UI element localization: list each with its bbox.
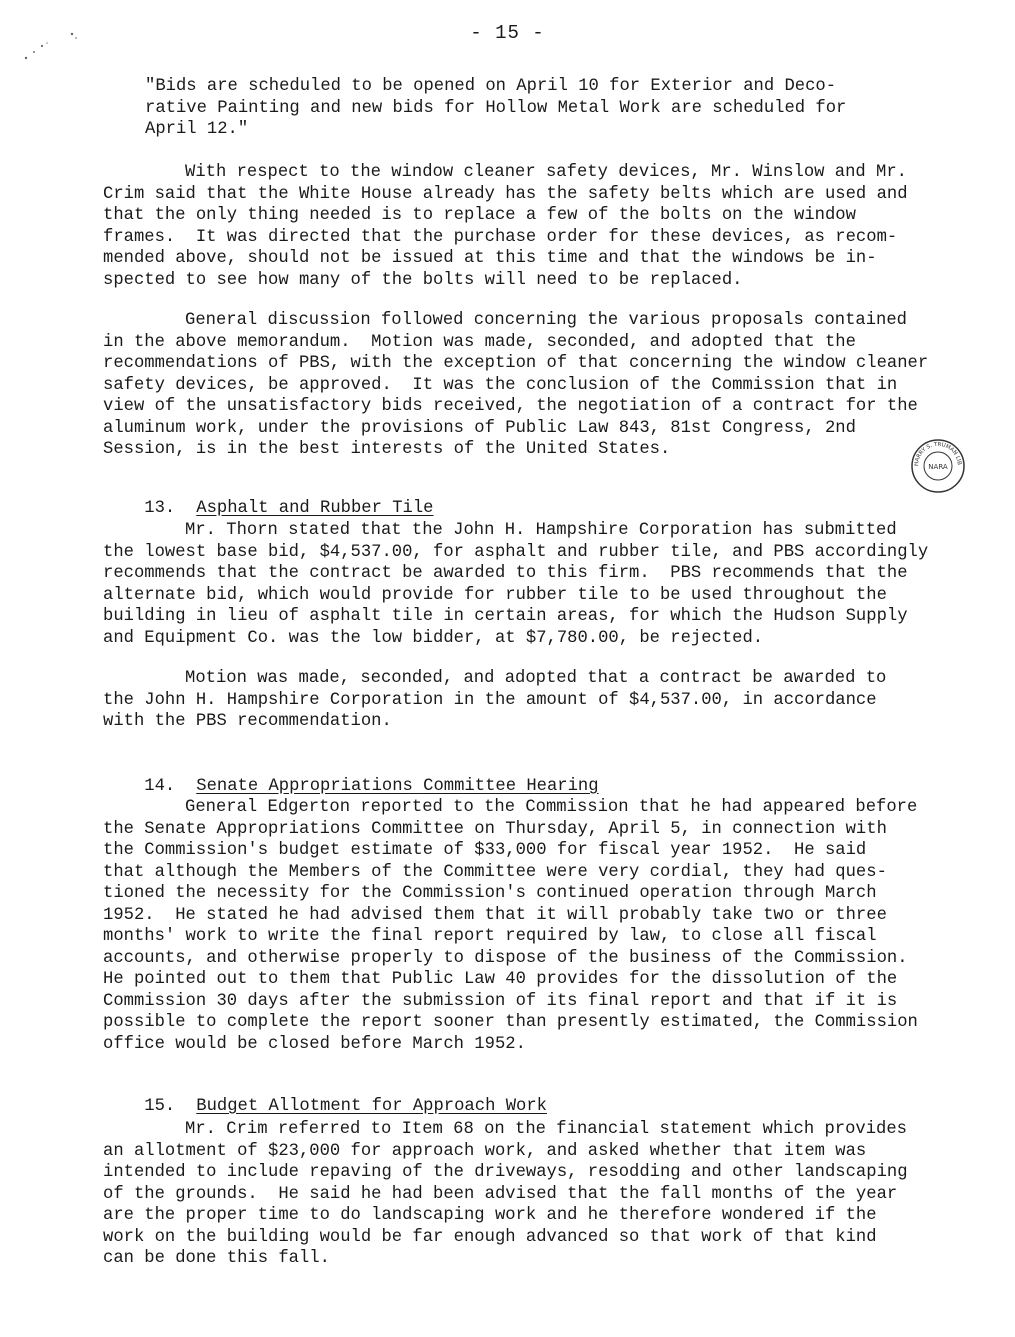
section-14-paragraph-1-text: General Edgerton reported to the Commission that he had appeared before the Senate Appropriations Committee on Thursday, April 5, in connection with the Commission's budget estimate of $33,000 for fiscal year 1952. He said that although the Members of the Committee were very cordial, they had ques- tioned the necessity for the Commission's continued operation through March 1952. He stated he had advised them that it will probably take two or three months' work to write the final report required by law, to close all fiscal accounts, and otherwise properly to dispose of the business of the Commission. He pointed out to them that Public Law 40 provides for the dissolution of the Commission 30 days after the submission of its final report and that if it is possible to complete the report sooner than presently estimated, the Commission office would be closed before March 1952. bbox=[103, 798, 918, 1054]
paragraph-general-discussion bbox=[103, 310, 953, 461]
section-14-paragraph-1 bbox=[103, 797, 953, 1055]
section-13-number: 13. bbox=[144, 499, 176, 518]
page-number: - 15 - bbox=[470, 22, 545, 44]
section-14-title: Senate Appropriations Committee Hearing bbox=[196, 777, 599, 796]
section-13-paragraph-1-text: Mr. Thorn stated that the John H. Hampshire Corporation has submitted the lowest base bid, $4,537.00, for asphalt and rubber tile, and PBS accordingly recommends that the contract be awarded to this firm. PBS recommends that the alternate bid, which would provide for rubber tile to be used throughout the building in lieu of asphalt tile in certain areas, for which the Hudson Supply and Equipment Co. was the low bidder, at $7,780.00, be rejected. bbox=[103, 521, 929, 648]
section-14-number: 14. bbox=[144, 777, 176, 796]
truman-library-stamp bbox=[910, 438, 966, 494]
stamp-center-text: NARA bbox=[928, 463, 948, 471]
paragraph-window-devices-text: With respect to the window cleaner safety devices, Mr. Winslow and Mr. Crim said that the White House already has the safety belts which are used and that the only thing needed is to replace a few of the bolts on the window frames. It was directed that the purchase order for these devices, as recom- mended above, should not be issued at this time and that the windows be in- spected to see how many of the bolts will need to be replaced. bbox=[103, 163, 908, 290]
section-13-paragraph-2-text: Motion was made, seconded, and adopted that a contract be awarded to the John H. Hampshire Corporation in the amount of $4,537.00, in accordance with the PBS recommendation. bbox=[103, 669, 887, 731]
paragraph-window-devices bbox=[103, 162, 953, 291]
section-13-title: Asphalt and Rubber Tile bbox=[196, 499, 434, 518]
section-15-paragraph-1-text: Mr. Crim referred to Item 68 on the financial statement which provides an allotment of $23,000 for approach work, and asked whether that item was intended to include repaving of the driveways, resodding and other landscaping of the grounds. He said he had been advised that the fall months of the year are the proper time to do landscaping work and he therefore wondered if the work on the building would be far enough advanced so that work of that kind can be done this fall. bbox=[103, 1120, 908, 1268]
section-13-paragraph-2 bbox=[103, 668, 953, 733]
section-13-paragraph-1 bbox=[103, 520, 953, 649]
section-15-paragraph-1 bbox=[103, 1119, 953, 1270]
section-15-number: 15. bbox=[144, 1097, 176, 1116]
section-15-title: Budget Allotment for Approach Work bbox=[196, 1097, 547, 1116]
paragraph-general-discussion-text: General discussion followed concerning the various proposals contained in the above memorandum. Motion was made, seconded, and adopted that the recommendations of PBS, with the exception of that concerning the window cleaner safety devices, be approved. It was the conclusion of the Commission that in view of the unsatisfactory bids received, the negotiation of a contract for the aluminum work, under the provisions of Public Law 843, 81st Congress, 2nd Session, is in the best interests of the United States. bbox=[103, 311, 929, 459]
stamp-ring-text: HARRY S. TRUMAN LIB bbox=[913, 441, 963, 467]
quote-paragraph: "Bids are scheduled to be opened on April 10 for Exterior and Deco- rative Painting and new bids for Hollow Metal Work are scheduled for April 12." bbox=[145, 77, 847, 139]
